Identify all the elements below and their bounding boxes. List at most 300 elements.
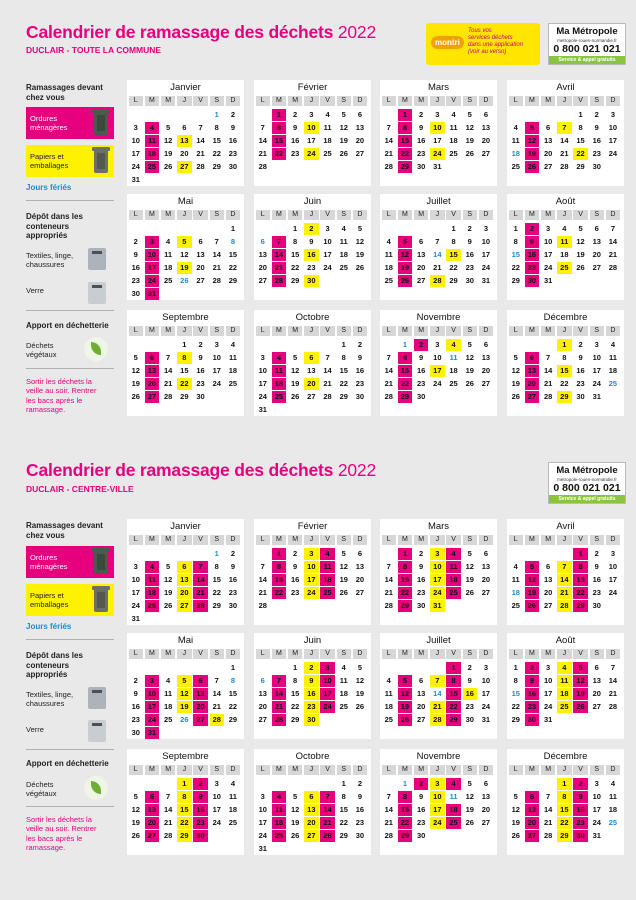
weekday-header: M (161, 326, 176, 336)
day-cell: 10 (131, 135, 140, 145)
month-name: Octobre (295, 312, 330, 323)
day-cell: 18 (339, 249, 348, 259)
day-cell: 2 (198, 339, 203, 349)
day-cell: 9 (419, 122, 424, 132)
day-cell: 6 (145, 791, 160, 803)
day-cell: 11 (511, 574, 520, 584)
weekday-header: M (414, 649, 429, 659)
month-name: Avril (556, 82, 575, 93)
day-cell: 25 (557, 262, 572, 274)
day-cell: 26 (465, 587, 474, 597)
day-cell: 5 (578, 223, 583, 233)
weekday-header: M (145, 535, 160, 545)
day-cell: 19 (576, 249, 585, 259)
papiers-bin-icon (94, 588, 108, 612)
weekday-header: S (463, 649, 478, 659)
day-cell: 10 (304, 122, 319, 134)
day-cell: 2 (578, 339, 583, 349)
day-cell: 9 (357, 791, 363, 801)
weekday-header: M (541, 649, 556, 659)
ma-metropole-box (548, 462, 626, 504)
weekday-header: J (304, 535, 319, 545)
day-cell: 25 (163, 714, 173, 724)
day-cell: 2 (230, 548, 236, 558)
day-cell: 20 (481, 365, 491, 375)
day-cell: 25 (145, 600, 160, 612)
day-cell: 10 (481, 236, 491, 246)
day-cell: 4 (446, 778, 461, 790)
day-cell: 20 (481, 135, 491, 145)
day-cell: 27 (258, 275, 267, 285)
day-cell: 4 (341, 223, 346, 233)
day-cell: 20 (258, 701, 267, 711)
day-cell: 7 (386, 122, 391, 132)
day-cell: 7 (610, 223, 616, 233)
weekday-header: V (193, 765, 208, 775)
day-cell: 9 (467, 236, 472, 246)
day-cell: 31 (430, 600, 445, 612)
legend-papiers-label: Papiers et emballages (30, 591, 69, 609)
day-cell: 16 (416, 574, 426, 584)
day-cell: 17 (131, 587, 140, 597)
day-cell: 29 (398, 391, 413, 403)
day-cell: 7 (386, 352, 391, 362)
day-cell: 14 (320, 804, 335, 816)
day-cell: 26 (290, 830, 300, 840)
day-cell: 13 (481, 122, 491, 132)
day-cell: 22 (339, 817, 348, 827)
weekday-header: S (590, 326, 605, 336)
day-cell: 15 (272, 574, 287, 586)
weekday-header: J (430, 326, 445, 336)
day-cell: 11 (272, 804, 287, 816)
ma-metropole-phone: 0 800 021 021 (553, 43, 621, 55)
day-cell: 30 (131, 288, 140, 298)
day-cell: 29 (290, 714, 300, 724)
day-cell: 16 (573, 804, 588, 816)
day-cell: 10 (212, 791, 221, 801)
legend-verre-label: Verre (26, 725, 44, 734)
day-cell: 4 (325, 109, 330, 119)
day-cell: 8 (513, 675, 518, 685)
day-cell: 27 (481, 148, 491, 158)
weekday-header: M (541, 535, 556, 545)
month-name: Janvier (170, 521, 201, 532)
day-cell: 11 (449, 352, 458, 362)
day-cell: 17 (481, 688, 491, 698)
day-cell: 28 (320, 830, 335, 842)
day-cell: 2 (573, 778, 588, 790)
day-cell: 12 (465, 352, 474, 362)
weekday-header: S (590, 649, 605, 659)
day-cell: 26 (525, 600, 540, 612)
day-cell: 19 (398, 262, 413, 274)
month-2 (380, 519, 497, 625)
day-cell: 17 (592, 804, 601, 814)
day-cell: 16 (228, 574, 238, 584)
day-cell: 23 (416, 587, 426, 597)
weekday-header: V (446, 96, 461, 106)
day-cell: 2 (414, 339, 429, 351)
day-cell: 13 (258, 688, 267, 698)
day-cell: 11 (228, 791, 237, 801)
day-cell: 17 (433, 135, 442, 145)
weekday-header: J (177, 326, 192, 336)
day-cell: 23 (592, 148, 601, 158)
weekday-header: J (430, 765, 445, 775)
weekday-header: D (226, 96, 241, 106)
day-cell: 9 (419, 791, 424, 801)
weekday-header: J (557, 326, 572, 336)
day-cell: 31 (481, 275, 491, 285)
weekday-header: S (210, 535, 225, 545)
day-cell: 4 (145, 561, 160, 573)
day-cell: 26 (511, 391, 520, 401)
day-cell: 1 (578, 109, 583, 119)
day-cell: 18 (272, 817, 287, 829)
month-name: Mai (177, 196, 194, 207)
day-cell: 26 (398, 275, 413, 287)
day-cell: 30 (228, 161, 238, 171)
day-cell: 7 (214, 236, 219, 246)
day-cell: 10 (320, 675, 335, 687)
day-cell: 12 (465, 561, 474, 571)
day-cell: 11 (449, 122, 458, 132)
day-cell: 25 (163, 275, 173, 285)
day-cell: 9 (594, 561, 599, 571)
day-cell: 15 (398, 804, 413, 816)
day-cell: 30 (304, 714, 319, 726)
legend-papiers-box (26, 584, 114, 616)
day-cell: 26 (465, 378, 474, 388)
day-cell: 19 (573, 688, 588, 700)
day-cell: 2 (467, 223, 472, 233)
day-cell: 27 (481, 378, 491, 388)
weekday-header: V (446, 649, 461, 659)
weekday-header: L (382, 649, 397, 659)
weekday-header: D (479, 326, 494, 336)
legend-depot-heading: Dépôt dans les conteneurs appropriés (26, 212, 83, 240)
day-cell: 7 (386, 791, 391, 801)
day-cell: 29 (228, 714, 238, 724)
day-cell: 28 (543, 391, 553, 401)
day-cell: 1 (446, 662, 461, 674)
day-cell: 3 (483, 662, 489, 672)
weekday-header: L (256, 96, 271, 106)
month-name: Juin (303, 635, 322, 646)
weekday-header: M (525, 535, 540, 545)
weekday-header: L (129, 326, 144, 336)
day-cell: 28 (384, 600, 393, 610)
day-cell: 20 (592, 688, 601, 698)
day-cell: 6 (525, 791, 540, 803)
weekday-header: V (446, 326, 461, 336)
day-cell: 28 (193, 600, 208, 612)
month-name: Février (297, 521, 328, 532)
weekday-header: V (193, 649, 208, 659)
day-cell: 30 (576, 391, 585, 401)
day-cell: 29 (557, 391, 572, 403)
weekday-header: M (161, 210, 176, 220)
day-cell: 12 (131, 804, 140, 814)
day-cell: 25 (323, 148, 332, 158)
day-cell: 23 (228, 148, 238, 158)
month-name: Septembre (162, 312, 209, 323)
day-cell: 20 (196, 262, 205, 272)
month-name: Décembre (543, 312, 588, 323)
day-cell: 2 (419, 548, 424, 558)
day-cell: 11 (384, 688, 393, 698)
day-cell: 1 (451, 223, 456, 233)
day-cell: 22 (398, 148, 413, 160)
day-cell: 22 (177, 817, 192, 829)
month-3 (507, 519, 624, 625)
day-cell: 5 (133, 791, 138, 801)
day-cell: 15 (398, 574, 413, 586)
day-cell: 13 (543, 135, 553, 145)
day-cell: 29 (398, 600, 413, 612)
day-cell: 2 (193, 778, 208, 790)
day-cell: 12 (525, 135, 540, 147)
day-cell: 20 (177, 587, 192, 599)
day-cell: 25 (320, 587, 335, 599)
day-cell: 3 (145, 236, 160, 248)
day-cell: 21 (196, 148, 205, 158)
day-cell: 2 (230, 109, 236, 119)
day-cell: 13 (525, 804, 540, 816)
weekday-header: M (288, 765, 303, 775)
day-cell: 17 (212, 365, 221, 375)
weekday-header: M (541, 96, 556, 106)
day-cell: 24 (304, 587, 319, 599)
weekday-header: S (337, 535, 352, 545)
day-cell: 7 (166, 352, 171, 362)
day-cell: 21 (433, 262, 442, 272)
day-cell: 18 (608, 365, 618, 375)
day-cell: 22 (398, 817, 413, 829)
day-cell: 31 (258, 843, 267, 853)
weekday-header: M (414, 326, 429, 336)
weekday-header: L (256, 765, 271, 775)
day-cell: 12 (290, 804, 300, 814)
day-cell: 21 (430, 701, 445, 713)
day-cell: 26 (163, 600, 173, 610)
day-cell: 26 (576, 262, 585, 272)
weekday-header: S (590, 765, 605, 775)
month-name: Novembre (416, 312, 461, 323)
day-cell: 21 (258, 148, 267, 158)
day-cell: 16 (290, 574, 300, 584)
day-cell: 16 (576, 365, 585, 375)
day-cell: 10 (481, 675, 491, 685)
weekday-header: D (479, 649, 494, 659)
day-cell: 21 (163, 817, 173, 827)
day-cell: 4 (557, 662, 572, 674)
day-cell: 26 (465, 817, 474, 827)
weekday-header: D (606, 649, 621, 659)
day-cell: 8 (398, 122, 413, 134)
weekday-header: V (193, 326, 208, 336)
day-cell: 7 (260, 122, 265, 132)
day-cell: 31 (145, 727, 160, 739)
day-cell: 20 (525, 817, 540, 829)
weekday-header: D (226, 649, 241, 659)
legend-note: Sortir les déchets la veille au soir. Rentrer les bacs après le ramassage. (26, 815, 97, 853)
day-cell: 27 (525, 830, 540, 842)
day-cell: 7 (272, 236, 287, 248)
day-cell: 24 (212, 378, 221, 388)
day-cell: 20 (304, 817, 319, 829)
day-cell: 9 (309, 236, 314, 246)
day-cell: 11 (339, 236, 348, 246)
weekday-header: L (509, 535, 524, 545)
day-cell: 23 (576, 378, 585, 388)
day-cell: 23 (416, 817, 426, 827)
day-cell: 25 (272, 830, 287, 842)
day-cell: 26 (163, 161, 173, 171)
day-cell: 8 (272, 561, 287, 573)
day-cell: 24 (145, 275, 160, 287)
weekday-header: L (256, 210, 271, 220)
day-cell: 4 (562, 223, 567, 233)
day-cell: 6 (525, 352, 540, 364)
day-cell: 29 (180, 391, 189, 401)
ma-metropole-phone: 0 800 021 021 (553, 482, 621, 494)
day-cell: 4 (386, 675, 391, 685)
day-cell: 12 (339, 561, 348, 571)
weekday-header: M (414, 210, 429, 220)
day-cell: 22 (398, 587, 413, 599)
day-cell: 25 (449, 148, 458, 158)
day-cell: 18 (511, 148, 520, 158)
weekday-header: D (353, 96, 368, 106)
weekday-header: L (509, 765, 524, 775)
day-cell: 18 (608, 804, 618, 814)
day-cell: 13 (481, 791, 491, 801)
day-cell: 27 (307, 391, 316, 401)
weekday-header: M (398, 96, 413, 106)
day-cell: 16 (463, 688, 478, 700)
day-cell: 14 (212, 249, 221, 259)
day-cell: 2 (357, 339, 363, 349)
day-cell: 22 (290, 262, 300, 272)
day-cell: 18 (449, 365, 458, 375)
day-cell: 3 (320, 662, 335, 674)
day-cell: 10 (430, 791, 445, 803)
legend-divider (26, 806, 114, 807)
day-cell: 22 (573, 148, 588, 160)
day-cell: 26 (131, 830, 140, 840)
day-cell: 16 (592, 135, 601, 145)
day-cell: 30 (416, 161, 426, 171)
calendar-subtitle: DUCLAIR - TOUTE LA COMMUNE (26, 45, 162, 55)
month-name: Février (297, 82, 328, 93)
day-cell: 5 (357, 223, 363, 233)
day-cell: 10 (543, 675, 553, 685)
day-cell: 27 (543, 600, 553, 610)
day-cell: 15 (511, 249, 520, 259)
day-cell: 31 (592, 391, 601, 401)
day-cell: 14 (323, 365, 332, 375)
day-cell: 15 (557, 804, 572, 816)
day-cell: 21 (608, 249, 618, 259)
weekday-header: J (557, 210, 572, 220)
day-cell: 25 (446, 817, 461, 829)
weekday-header: J (430, 210, 445, 220)
day-cell: 1 (557, 778, 572, 790)
legend-jours-feries: Jours fériés (26, 622, 72, 631)
day-cell: 2 (419, 109, 424, 119)
day-cell: 25 (384, 714, 393, 724)
day-cell: 11 (557, 236, 572, 248)
weekday-header: J (177, 535, 192, 545)
montri-text: Tous vos services déchets dans une application (voir au verso) (468, 28, 524, 55)
day-cell: 26 (180, 275, 189, 285)
day-cell: 17 (145, 701, 160, 713)
day-cell: 26 (355, 701, 365, 711)
day-cell: 23 (131, 275, 140, 285)
day-cell: 14 (258, 135, 267, 145)
day-cell: 12 (398, 249, 413, 261)
day-cell: 11 (557, 675, 572, 687)
weekday-header: S (463, 535, 478, 545)
day-cell: 7 (557, 561, 572, 573)
day-cell: 9 (357, 352, 363, 362)
day-cell: 26 (573, 701, 588, 713)
day-cell: 11 (164, 249, 173, 259)
month-name: Avril (556, 521, 575, 532)
day-cell: 28 (430, 714, 445, 726)
day-cell: 8 (177, 791, 192, 803)
day-cell: 2 (467, 662, 472, 672)
weekday-header: V (573, 765, 588, 775)
day-cell: 25 (339, 701, 348, 711)
day-cell: 12 (177, 688, 192, 700)
weekday-header: M (288, 210, 303, 220)
day-cell: 6 (145, 352, 160, 364)
day-cell: 24 (592, 378, 601, 388)
day-cell: 26 (131, 391, 140, 401)
day-cell: 17 (145, 262, 160, 274)
month-4 (127, 633, 244, 739)
day-cell: 6 (483, 778, 489, 788)
legend-textiles-label: Textiles, linge, chaussures (26, 251, 74, 269)
day-cell: 6 (594, 223, 599, 233)
day-cell: 20 (525, 378, 540, 390)
day-cell: 13 (481, 561, 491, 571)
day-cell: 28 (384, 161, 393, 171)
day-cell: 14 (163, 804, 173, 814)
day-cell: 15 (180, 365, 189, 375)
day-cell: 1 (293, 662, 298, 672)
day-cell: 28 (258, 161, 267, 171)
day-cell: 28 (210, 714, 225, 726)
day-cell: 19 (177, 701, 192, 713)
day-cell: 5 (398, 236, 413, 248)
day-cell: 8 (513, 236, 518, 246)
day-cell: 31 (131, 613, 140, 623)
legend-depot-heading: Dépôt dans les conteneurs appropriés (26, 651, 83, 679)
day-cell: 21 (272, 701, 287, 713)
day-cell: 29 (557, 830, 572, 842)
day-cell: 19 (465, 574, 474, 584)
day-cell: 27 (258, 714, 267, 724)
day-cell: 8 (398, 352, 413, 364)
day-cell: 4 (513, 561, 518, 571)
day-cell: 3 (145, 675, 160, 687)
day-cell: 19 (355, 249, 365, 259)
day-cell: 3 (260, 791, 265, 801)
